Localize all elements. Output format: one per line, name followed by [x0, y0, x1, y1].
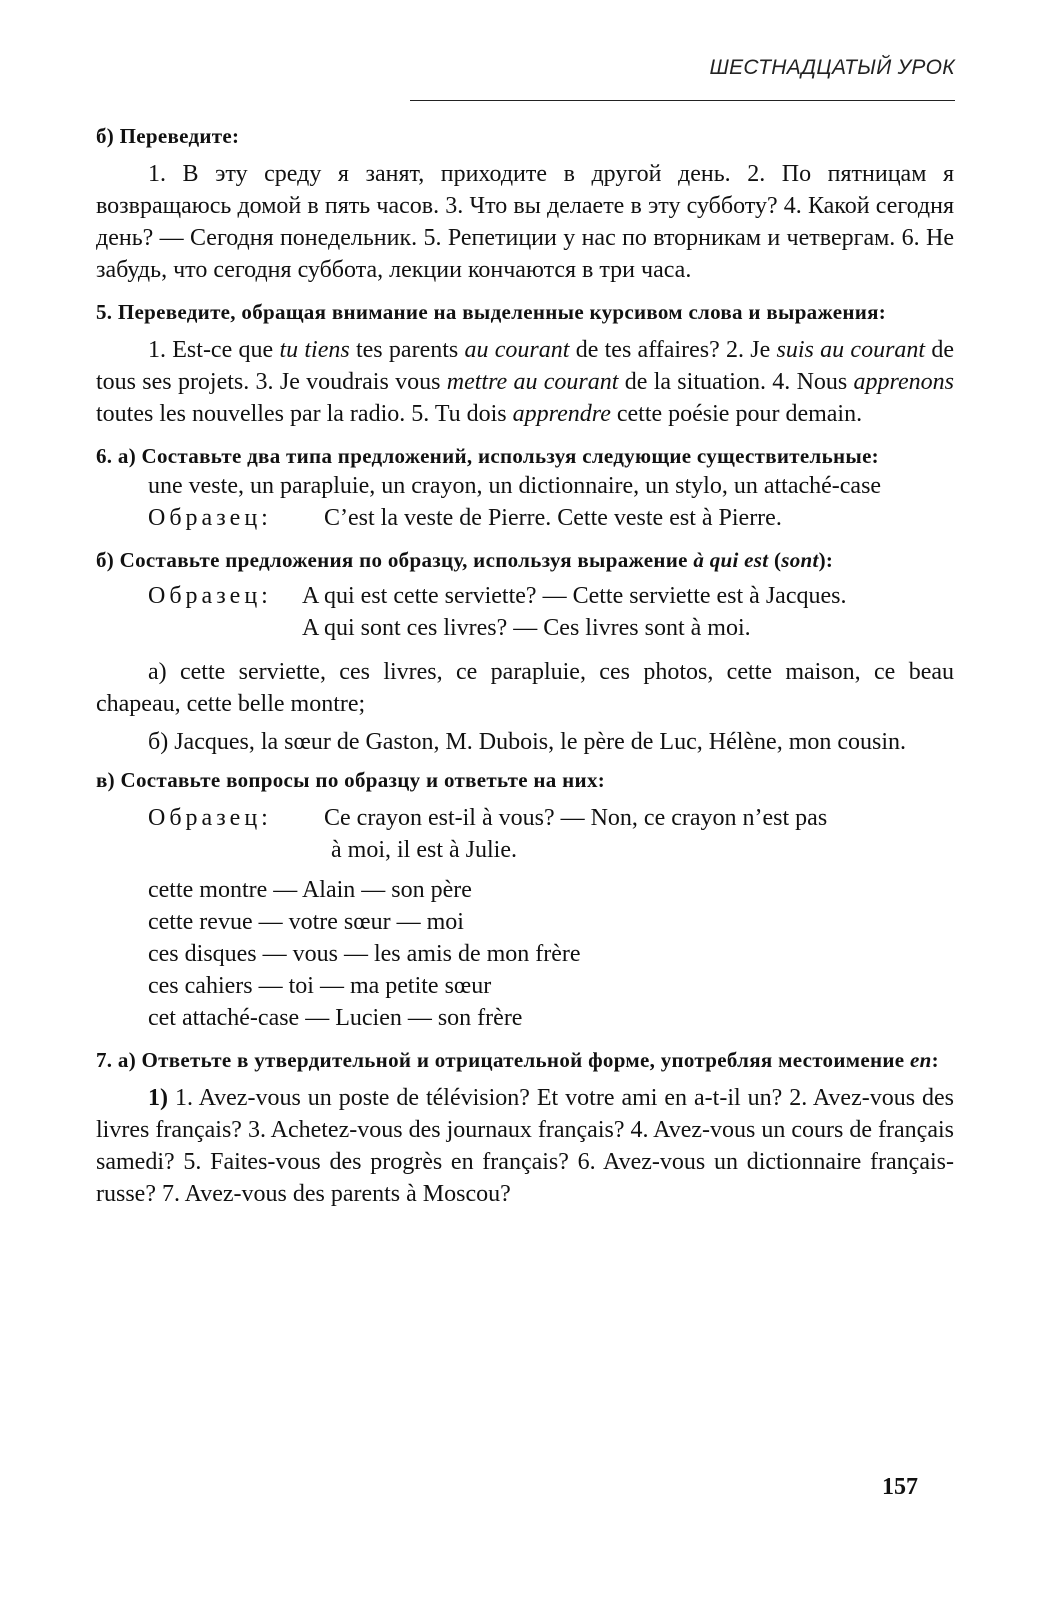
exercise-7-text: 1) 1. Avez-vous un poste de télévision? Et votre ami en a-t-il un? 2. Avez-vous des livres français? 3. Achetez-vous des journaux français? 4. Avez-vous un cours de français samedi? 5. Faites-vous des progrès en français? 6. Avez-vous un dictionnaire français-russe? 7. Avez-vous des parents à Moscou?	[96, 1085, 955, 1207]
exercise-6v-sample	[96, 802, 954, 834]
sample-text: C’est la veste de Pierre. Cette veste est à Pierre.	[324, 505, 782, 531]
exercise-7-heading: 7. а) Ответьте в утвердительной и отрицательной форме, употребляя местоимение en:	[96, 1048, 939, 1072]
exercise-6b-sample-2	[96, 612, 954, 644]
running-header	[410, 52, 955, 101]
sample-label: Образец:	[148, 505, 272, 531]
exercise-5-text: 1. Est-ce que tu tiens tes parents au courant de tes affaires? 2. Je suis au courant de tous ses projets. 3. Je voudrais vous mettre au courant de la situation. 4. Nous apprenons toutes les nouvelles par la radio. 5. Tu dois apprendre cette poésie pour demain.	[96, 337, 955, 427]
exercise-6a-heading: 6. а) Составьте два типа предложений, используя следующие существительные:	[96, 444, 879, 468]
exercise-6a-sample	[96, 502, 954, 534]
sample-label: Образец:	[148, 805, 272, 831]
list-item: ces disques — vous — les amis de mon frère	[148, 941, 581, 967]
list-item: cette montre — Alain — son père	[148, 877, 472, 903]
list-item: ces cahiers — toi — ma petite sœur	[148, 973, 492, 999]
sample-line-2: à moi, il est à Julie.	[331, 837, 517, 863]
exercise-6v-heading: в) Составьте вопросы по образцу и ответьте на них:	[96, 768, 606, 792]
exercise-6b-list-a: а) cette serviette, ces livres, ce parapluie, ces photos, cette maison, ce beau chapeau, cette belle montre;	[96, 659, 954, 717]
section-4b-heading: б) Переведите:	[96, 124, 240, 148]
sample-line-1: A qui est cette serviette? — Cette serviette est à Jacques.	[302, 583, 847, 609]
section-4b-text: 1. В эту среду я занят, приходите в другой день. 2. По пятницам я возвращаюсь домой в пять часов. 3. Что вы делаете в эту субботу? 4. Какой сегодня день? — Сегодня понедельник. 5. Репетиции у нас по вторникам и четвергам. 6. Не забудь, что сегодня суббота, лекции кончаются в три часа.	[96, 161, 954, 283]
list-item: cette revue — votre sœur — moi	[148, 909, 464, 935]
exercise-6v-sample-2	[96, 834, 954, 866]
exercise-6b-sample	[96, 580, 954, 612]
exercise-6b-list-b: б) Jacques, la sœur de Gaston, M. Dubois, le père de Luc, Hélène, mon cousin.	[148, 729, 907, 755]
sample-label: Образец:	[148, 583, 272, 609]
exercise-6b-heading: б) Составьте предложения по образцу, используя выражение à qui est (sont):	[96, 548, 834, 572]
page-number: 157	[882, 1474, 918, 1500]
sample-line-2: A qui sont ces livres? — Ces livres sont à moi.	[302, 615, 751, 641]
sample-line-1: Ce crayon est-il à vous? — Non, ce crayon n’est pas	[324, 805, 828, 831]
exercise-6a-words: une veste, un parapluie, un crayon, un dictionnaire, un stylo, un attaché-case	[148, 473, 882, 499]
header-title: ШЕСТНАДЦАТЫЙ УРОК	[709, 56, 955, 79]
page-content	[96, 122, 954, 1210]
exercise-7-label: 1)	[148, 1085, 168, 1111]
exercise-5-heading: 5. Переведите, обращая внимание на выделенные курсивом слова и выражения:	[96, 300, 887, 324]
list-item: cet attaché-case — Lucien — son frère	[148, 1005, 523, 1031]
